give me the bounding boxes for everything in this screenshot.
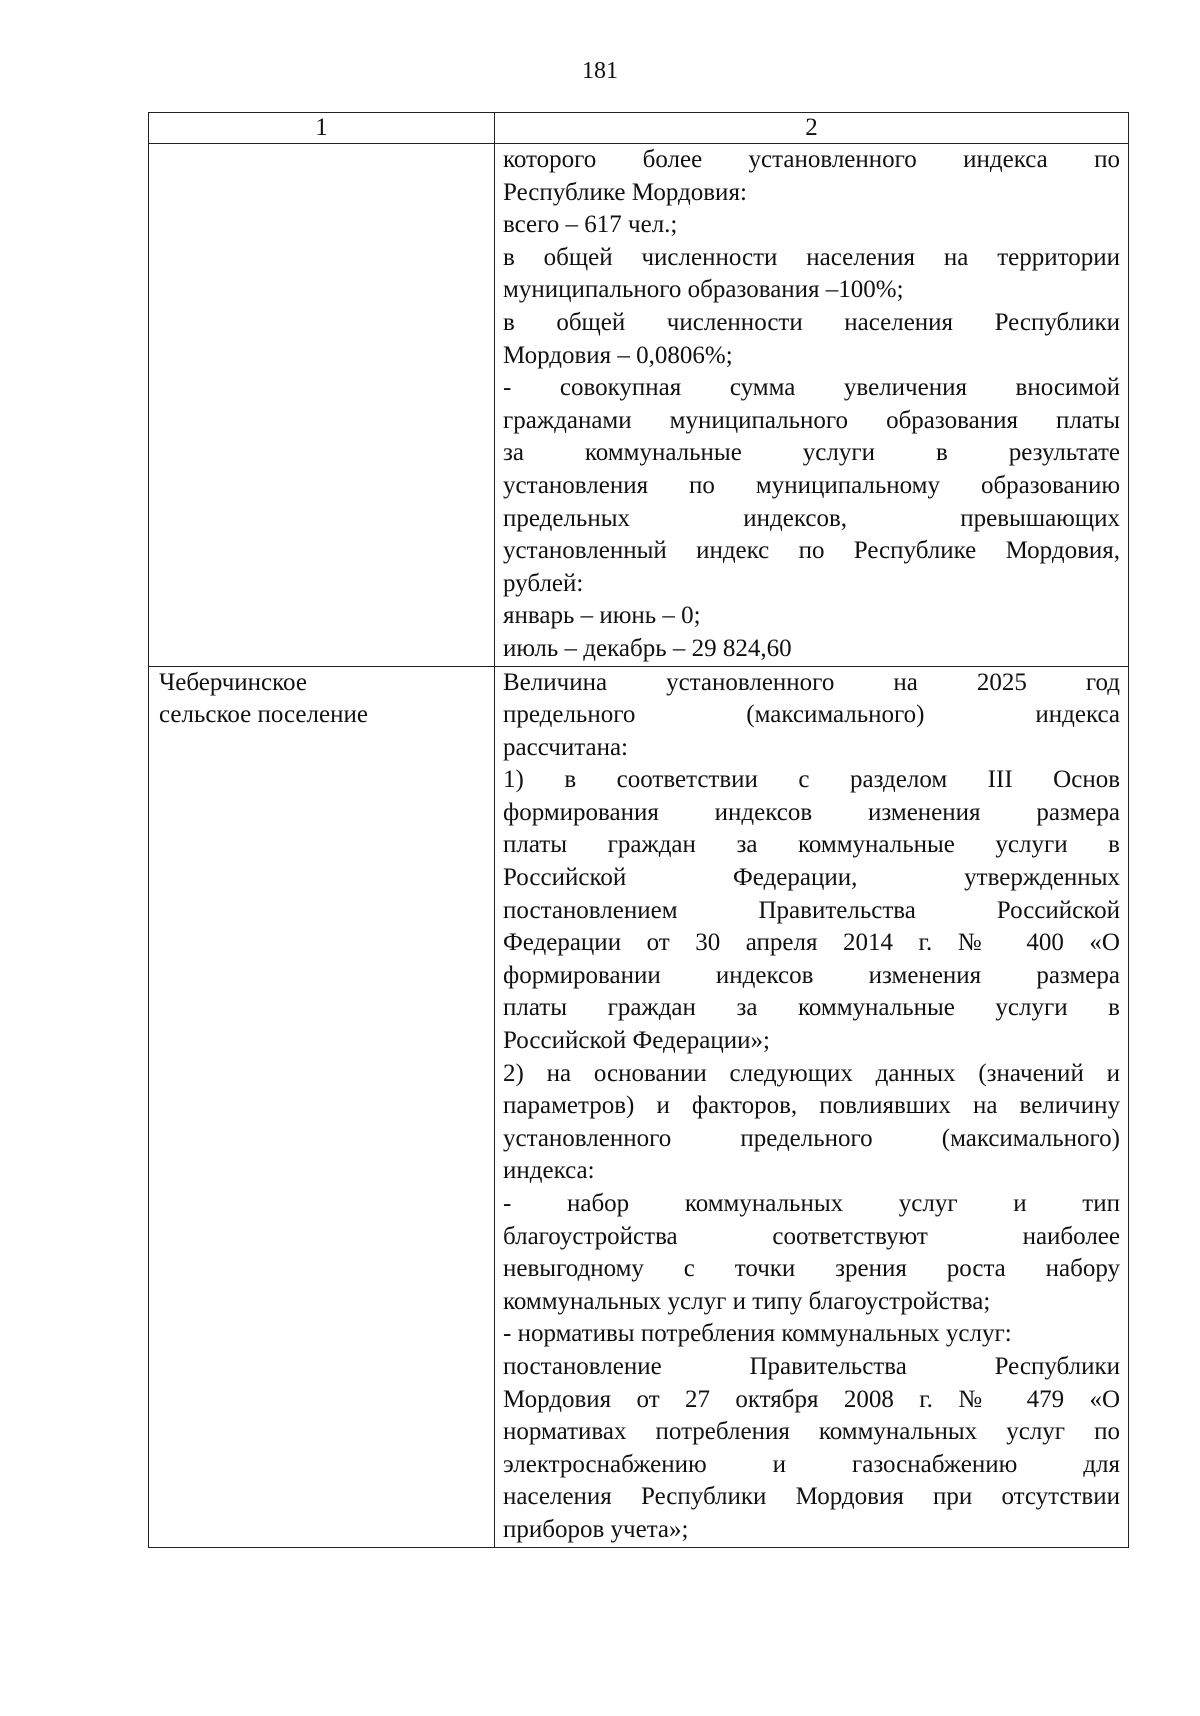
text-line: гражданами муниципального образования платы (503, 406, 1120, 434)
text-line: муниципального образования –100%; (503, 276, 904, 304)
text-line: Мордовия от 27 октября 2008 г. № 479 «О (503, 1385, 1120, 1413)
text-line: установления по муниципальному образованию (503, 471, 1120, 499)
page-number: 181 (582, 58, 618, 84)
main-table (148, 112, 1129, 1548)
text-line: за коммунальные услуги в результате (503, 439, 1120, 467)
table-header-row (149, 113, 1129, 144)
text-line: установленного предельного (максимального) (503, 1124, 1120, 1152)
header-col-1: 1 (149, 113, 495, 144)
text-line: коммунальных услуг и типу благоустройства; (503, 1287, 991, 1315)
text-line: электроснабжению и газоснабжению для (503, 1450, 1120, 1478)
text-line: населения Республики Мордовия при отсутствии (503, 1483, 1120, 1511)
text-line: июль – декабрь – 29 824,60 (503, 634, 792, 662)
municipality-name-line: сельское поселение (159, 701, 368, 729)
text-line: предельного (максимального) индекса (503, 701, 1120, 729)
text-line: которого более установленного индекса по (503, 146, 1120, 173)
text-line: Республике Мордовия: (503, 178, 747, 206)
text-line: Мордовия – 0,0806%; (503, 341, 733, 369)
text-line: нормативах потребления коммунальных услуг по (503, 1418, 1120, 1446)
text-line: индекса: (503, 1157, 595, 1185)
row2-col2 (495, 666, 1129, 1547)
text-line: формировании индексов изменения размера (503, 961, 1120, 989)
text-line: - совокупная сумма увеличения вносимой (503, 374, 1120, 402)
text-line: в общей численности населения Республики (503, 308, 1120, 336)
header-col-2: 2 (495, 113, 1129, 144)
text-line: благоустройства соответствуют наиболее (503, 1222, 1120, 1250)
text-line: 2) на основании следующих данных (значений и (503, 1059, 1120, 1087)
text-line: рублей: (503, 569, 584, 597)
row1-col1 (149, 144, 495, 667)
text-line: постановление Правительства Республики (503, 1352, 1120, 1380)
text-line: Российской Федерации»; (503, 1027, 770, 1055)
text-line: невыгодному с точки зрения роста набору (503, 1255, 1120, 1283)
municipality-name-line: Чеберчинское (159, 668, 307, 696)
table-row (149, 666, 1129, 1547)
text-line: платы граждан за коммунальные услуги в (503, 994, 1120, 1022)
text-line: в общей численности населения на территории (503, 243, 1120, 271)
text-line: предельных индексов, превышающих (503, 504, 1120, 532)
text-line: всего – 617 чел.; (503, 211, 678, 239)
text-line: - нормативы потребления коммунальных услуг: (503, 1320, 1012, 1348)
text-line: Российской Федерации, утвержденных (503, 864, 1120, 892)
text-line: январь – июнь – 0; (503, 602, 701, 630)
text-line: - набор коммунальных услуг и тип (503, 1190, 1120, 1217)
text-line: постановлением Правительства Российской (503, 896, 1120, 924)
text-line: установленный индекс по Республике Мордовия, (503, 537, 1120, 565)
table-row (149, 144, 1129, 667)
text-line: параметров) и факторов, повлиявших на величину (503, 1092, 1120, 1120)
row2-col1 (149, 666, 495, 1547)
text-line: 1) в соответствии с разделом III Основ (503, 766, 1120, 794)
row1-col2 (495, 144, 1129, 667)
text-line: Величина установленного на 2025 год (503, 668, 1120, 696)
text-line: платы граждан за коммунальные услуги в (503, 831, 1120, 859)
text-line: рассчитана: (503, 733, 628, 761)
text-line: формирования индексов изменения размера (503, 798, 1120, 826)
text-line: приборов учета»; (503, 1515, 689, 1543)
text-line: Федерации от 30 апреля 2014 г. № 400 «О (503, 929, 1120, 957)
